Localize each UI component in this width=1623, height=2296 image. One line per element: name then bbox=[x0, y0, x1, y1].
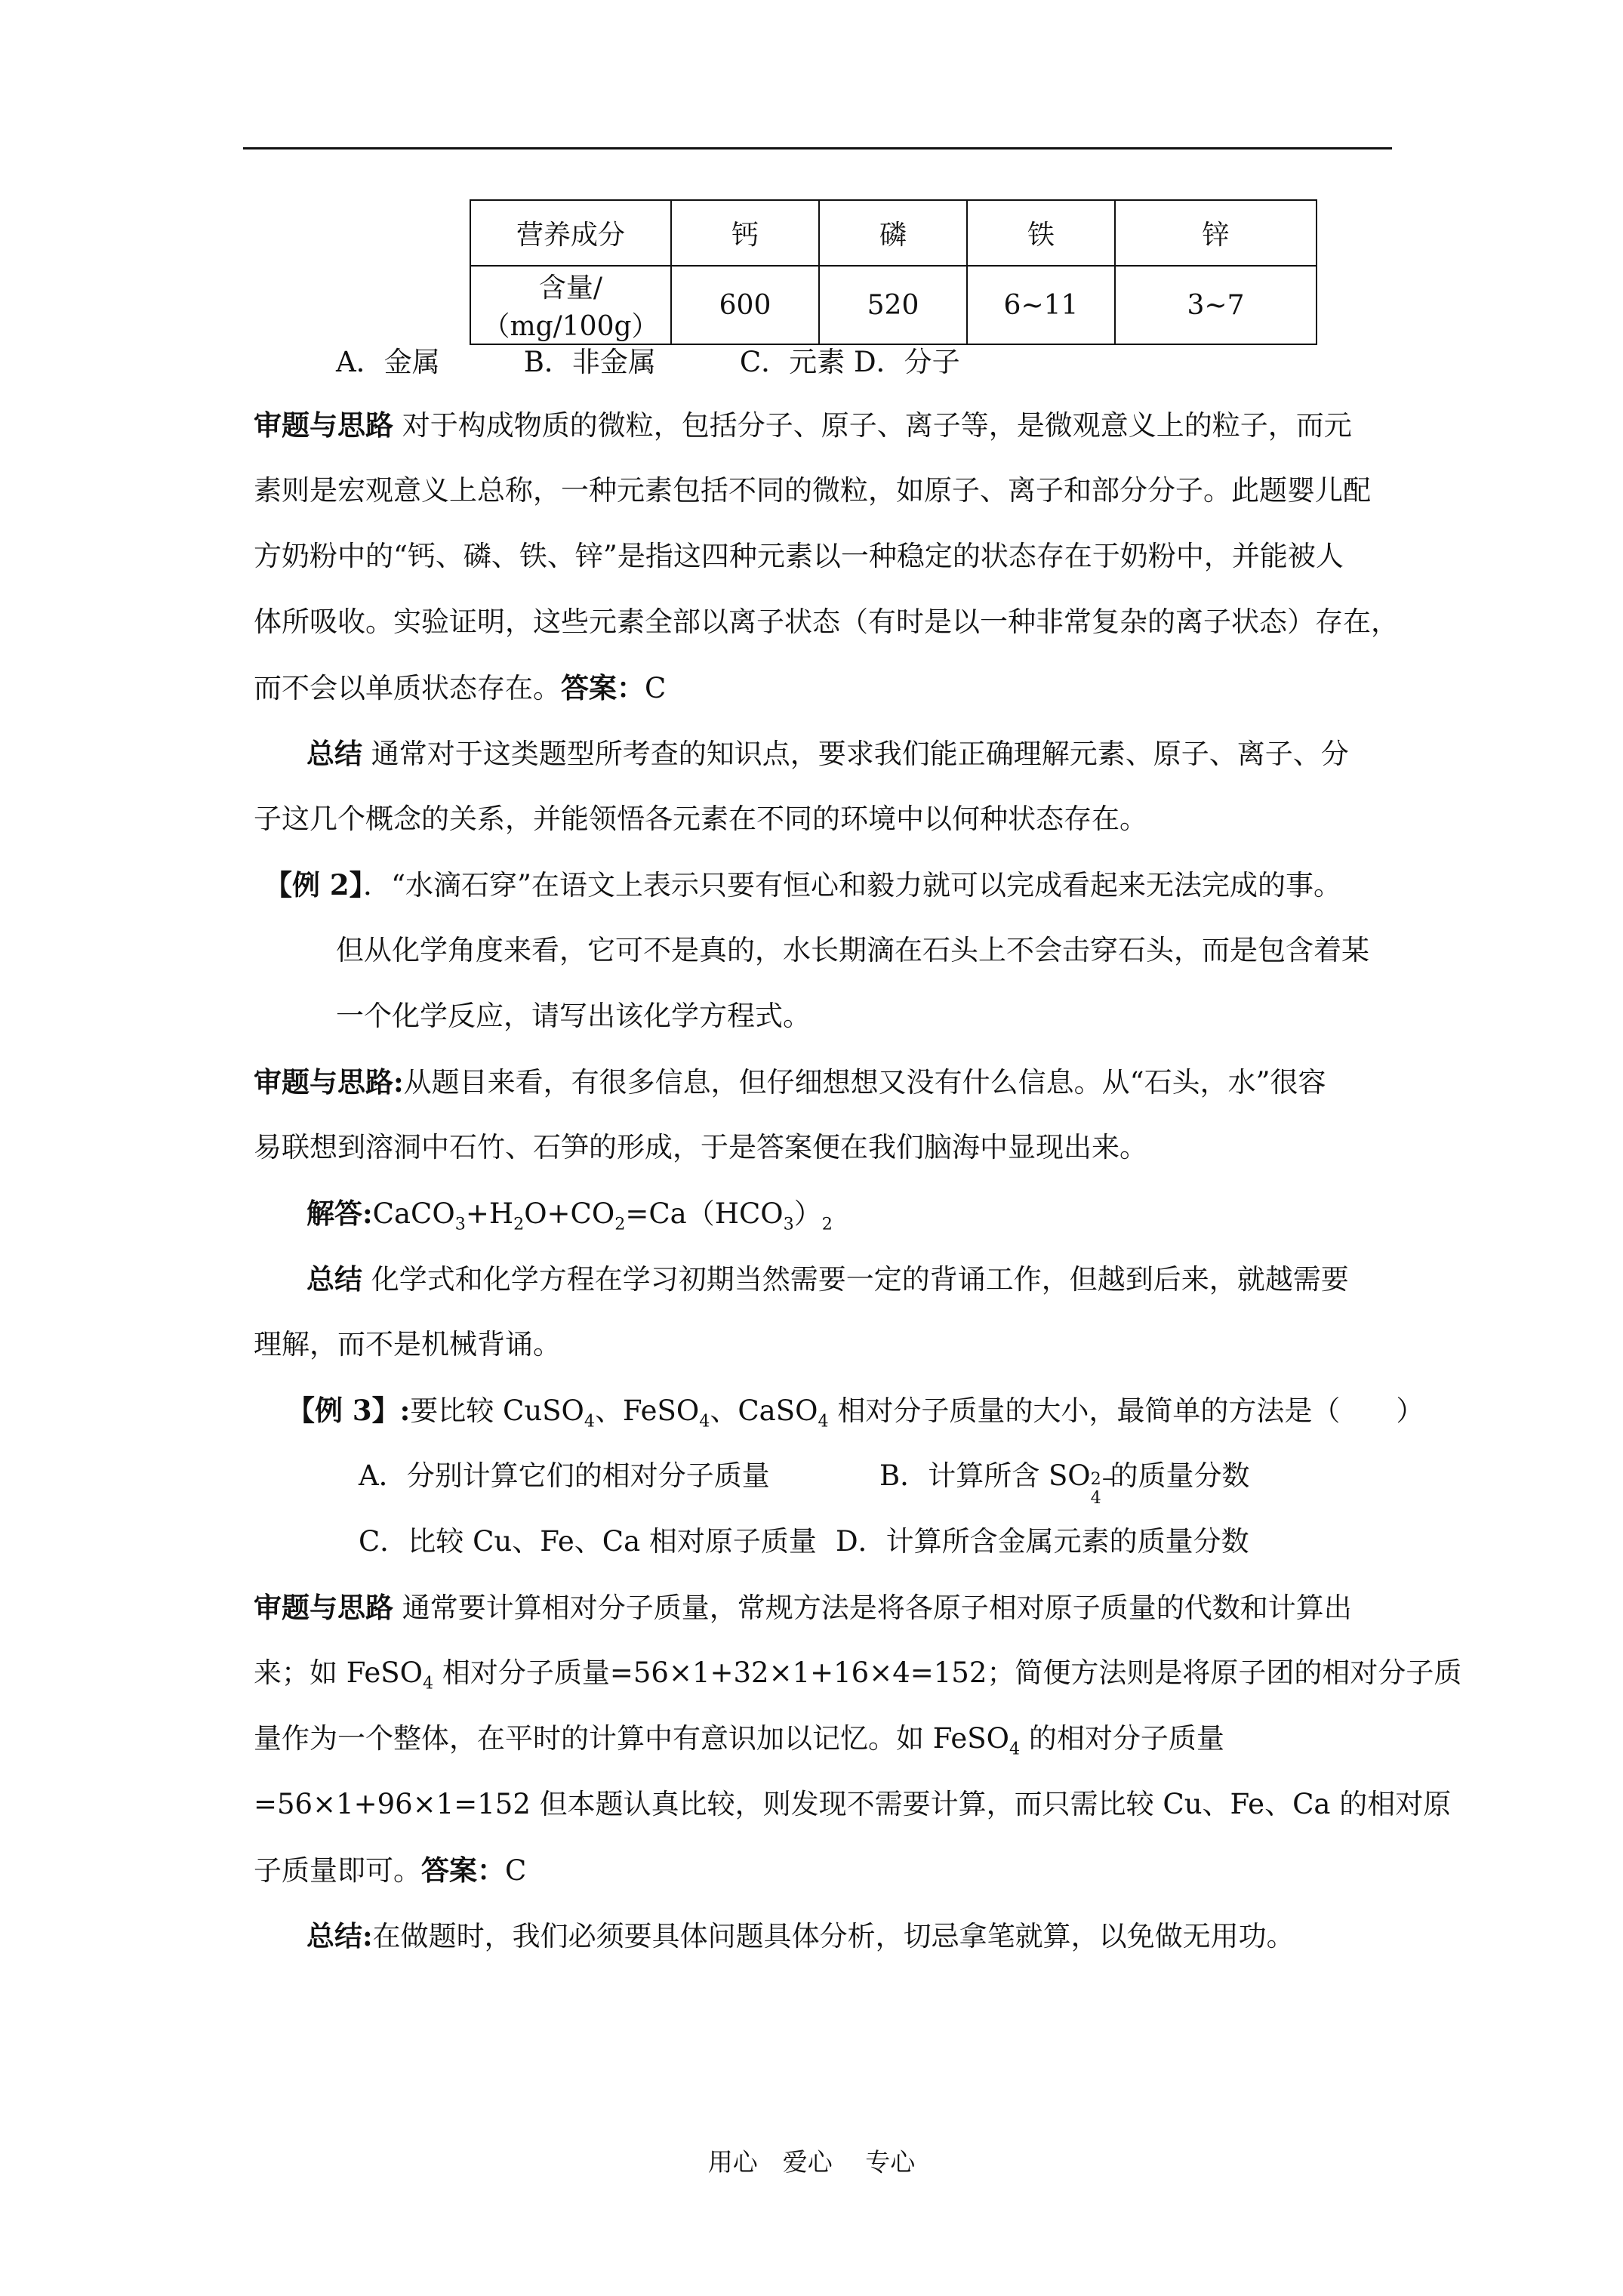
ex3-analysis-line: =56×1+96×1=152 但本题认真比较，则发现不需要计算，而只需比较 Cu、Fe、Ca 的相对原 bbox=[254, 1788, 1452, 1820]
ex3-question-line bbox=[287, 1392, 1424, 1432]
ex2-solution-line bbox=[306, 1195, 833, 1232]
ex2-question-line: 一个化学反应，请写出该化学方程式。 bbox=[336, 1000, 811, 1032]
option-b: B．计算所含 SO 2− 4 的质量分数 bbox=[879, 1459, 1250, 1508]
chemical-equation: $CaCO_3+H_2O+CO_2=Ca(HCO_3)_2$ bbox=[372, 1197, 833, 1234]
ex1-analysis-line: 素则是宏观意义上总称，一种元素包括不同的微粒，如原子、离子和部分分子。此题婴儿配 bbox=[254, 474, 1371, 507]
summary-label: 总结: bbox=[306, 1919, 373, 1952]
analysis-label: 审题与思路: bbox=[254, 1065, 404, 1099]
ex3-summary-line bbox=[306, 1918, 1295, 1955]
option-d: D．计算所含金属元素的质量分数 bbox=[836, 1525, 1249, 1558]
answer-value: C bbox=[645, 672, 667, 704]
summary-text: 通常对于这类题型所考查的知识点，要求我们能正确理解元素、原子、离子、分 bbox=[371, 738, 1349, 770]
table-cell: 磷 bbox=[819, 200, 967, 266]
summary-text: 在做题时，我们必须要具体问题具体分析，切忌拿笔就算，以免做无用功。 bbox=[372, 1920, 1295, 1952]
table-row bbox=[470, 266, 1317, 344]
question-text: ．“水滴石穿”在语文上表示只要有恒心和毅力就可以完成看起来无法完成的事。 bbox=[363, 869, 1341, 901]
header-rule bbox=[243, 147, 1392, 149]
ex2-question-line bbox=[264, 867, 1341, 904]
nutrition-table bbox=[470, 199, 1317, 345]
ex2-analysis-line: 易联想到溶洞中石竹、石笋的形成，于是答案便在我们脑海中显现出来。 bbox=[254, 1131, 1147, 1163]
ex2-analysis-line bbox=[254, 1064, 1326, 1101]
analysis-label: 审题与思路 bbox=[254, 408, 393, 442]
table-cell: 锌 bbox=[1115, 200, 1317, 266]
ex2-summary-line bbox=[306, 1261, 1349, 1298]
table-cell: 营养成分 bbox=[470, 200, 671, 266]
ex1-analysis-line: 方奶粉中的“钙、磷、铁、锌”是指这四种元素以一种稳定的状态存在于奶粉中，并能被人 bbox=[254, 540, 1344, 572]
summary-label: 总结 bbox=[306, 1262, 362, 1296]
analysis-text: 对于构成物质的微粒，包括分子、原子、离子等，是微观意义上的粒子，而元 bbox=[402, 409, 1352, 442]
ex3-analysis-line bbox=[254, 1589, 1352, 1626]
table-cell: 6~11 bbox=[967, 266, 1115, 344]
ex1-analysis-line bbox=[254, 407, 1352, 444]
ex2-summary-line: 理解，而不是机械背诵。 bbox=[254, 1328, 561, 1361]
ex1-summary-line: 子这几个概念的关系，并能领悟各元素在不同的环境中以何种状态存在。 bbox=[254, 803, 1147, 835]
analysis-text: 而不会以单质状态存在。 bbox=[254, 672, 561, 704]
analysis-text: 子质量即可。 bbox=[254, 1854, 421, 1887]
example-label: 【例 3】: bbox=[287, 1394, 411, 1427]
question-text: 要比较 CuSO$_4$、FeSO$_4$、CaSO$_4$ 相对分子质量的大小，最简单的方法是（ ） bbox=[410, 1395, 1424, 1432]
table-cell: 钙 bbox=[671, 200, 819, 266]
summary-label: 总结 bbox=[306, 737, 362, 770]
ex1-summary-line bbox=[306, 735, 1349, 772]
option-c: C．比较 Cu、Fe、Ca 相对原子质量 bbox=[359, 1525, 817, 1558]
analysis-label: 审题与思路 bbox=[254, 1591, 393, 1624]
ex3-analysis-line: 量作为一个整体，在平时的计算中有意识加以记忆。如 FeSO$_4$ 的相对分子质量 bbox=[254, 1722, 1224, 1759]
table-cell: 3~7 bbox=[1115, 266, 1317, 344]
table-cell: 520 bbox=[819, 266, 967, 344]
summary-text: 化学式和化学方程在学习初期当然需要一定的背诵工作，但越到后来，就越需要 bbox=[371, 1263, 1349, 1296]
ex3-analysis-line: 来；如 FeSO$_4$ 相对分子质量=56×1+32×1+16×4=152；简便方法则是将原子团的相对分子质 bbox=[254, 1657, 1462, 1693]
ex2-question-line: 但从化学角度来看，它可不是真的，水长期滴在石头上不会击穿石头，而是包含着某 bbox=[336, 934, 1369, 966]
page-footer: 用心 爱心 专心 bbox=[707, 2147, 916, 2177]
answer-label: 答案： bbox=[421, 1854, 505, 1887]
ex1-analysis-line: 体所吸收。实验证明，这些元素全部以离子状态（有时是以一种非常复杂的离子状态）存在， bbox=[254, 606, 1399, 638]
table-cell: 600 bbox=[671, 266, 819, 344]
table-cell: 铁 bbox=[967, 200, 1115, 266]
table-cell: 含量/（mg/100g） bbox=[470, 266, 671, 344]
ex3-analysis-line bbox=[254, 1852, 526, 1889]
option-a: A．分别计算它们的相对分子质量 bbox=[359, 1459, 770, 1492]
q1-options: A．金属 B．非金属 C．元素 D．分子 bbox=[336, 346, 960, 378]
analysis-text: 通常要计算相对分子质量，常规方法是将各原子相对原子质量的代数和计算出 bbox=[402, 1592, 1352, 1624]
answer-value: C bbox=[505, 1854, 527, 1887]
solution-label: 解答: bbox=[306, 1197, 373, 1230]
ex1-analysis-line bbox=[254, 670, 666, 707]
analysis-text: 从题目来看，有很多信息，但仔细想想又没有什么信息。从“石头，水”很容 bbox=[403, 1066, 1326, 1099]
example-label: 【例 2】 bbox=[264, 868, 364, 901]
answer-label: 答案： bbox=[561, 671, 645, 704]
table-header-row bbox=[470, 200, 1317, 266]
